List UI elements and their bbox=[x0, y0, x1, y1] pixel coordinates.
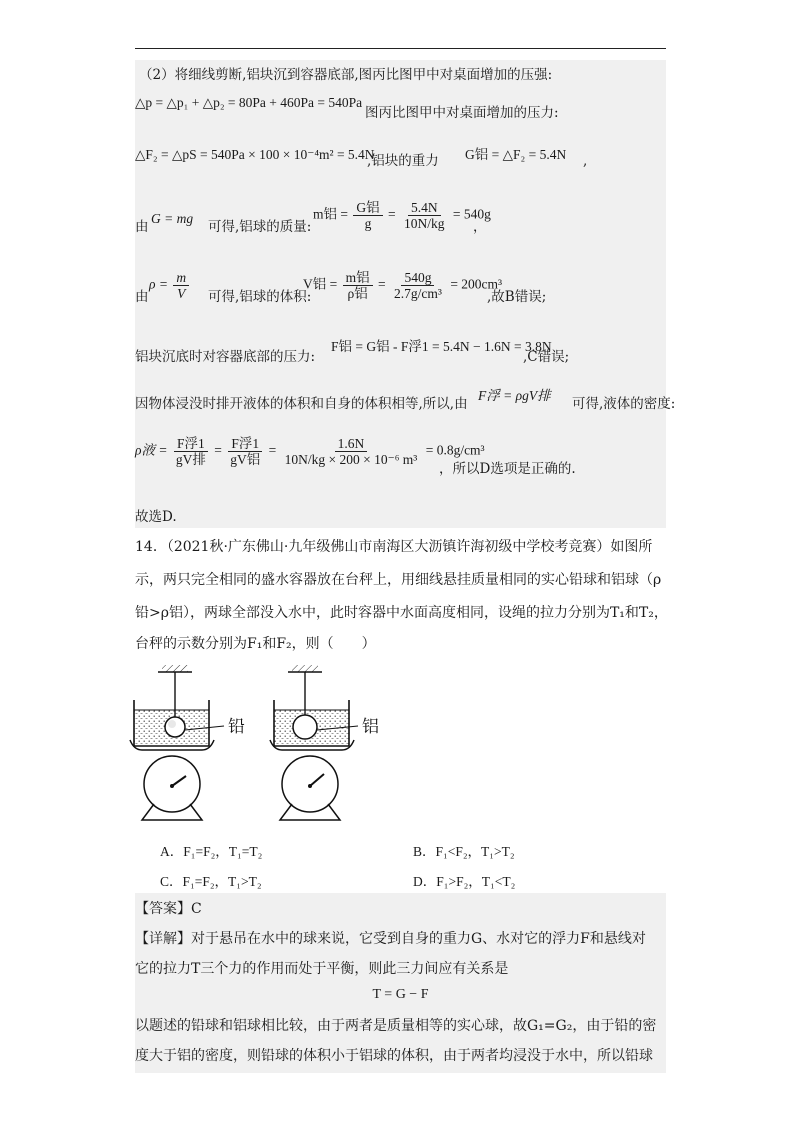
solution-line-7-formula: F浮 = ρgV排 bbox=[478, 388, 551, 403]
setup-aluminum bbox=[270, 665, 379, 820]
liquid-frac-2-num: F浮1 bbox=[228, 436, 262, 452]
solution-line-7-end: 可得,液体的密度: bbox=[572, 396, 676, 412]
mass-eq: = bbox=[388, 206, 396, 222]
lead-ball bbox=[165, 717, 185, 737]
liquid-frac-2 bbox=[227, 436, 263, 467]
mass-frac-2 bbox=[401, 200, 448, 231]
volume-result: = 200cm³ bbox=[450, 276, 503, 292]
solution-line-7-text: 因物体浸没时排开液体的体积和自身的体积相等,所以,由 bbox=[135, 396, 468, 412]
mass-frac-2-den: 10N/kg bbox=[404, 216, 445, 231]
mass-result: = 540g bbox=[452, 206, 491, 222]
detail-line-1: 【详解】对于悬吊在水中的球来说，它受到自身的重力G、水对它的浮力F和悬线对 bbox=[135, 931, 646, 947]
mass-frac-1 bbox=[353, 200, 382, 231]
liquid-eq-2: = bbox=[268, 442, 277, 458]
volume-frac-2-den: 2.7g/cm³ bbox=[394, 286, 442, 301]
solution-line-5-you: 由 bbox=[135, 289, 149, 305]
liquid-frac-3 bbox=[282, 436, 421, 467]
liquid-eq-1: = bbox=[214, 442, 222, 458]
option-c[interactable]: C．F₁=F₂，T₁>T₂ bbox=[160, 874, 262, 889]
solution-line-5-text: 可得,铝球的体积: bbox=[208, 289, 312, 305]
ceiling-mount-right bbox=[292, 665, 318, 672]
solution-line-5-volume bbox=[303, 270, 502, 301]
liquid-frac-1 bbox=[173, 436, 209, 467]
mass-frac-1-num: G铝 bbox=[353, 200, 382, 216]
solution-line-4-text: 可得,铝球的质量: bbox=[208, 219, 312, 235]
liquid-frac-3-num: 1.6N bbox=[335, 436, 368, 452]
header-rule bbox=[135, 48, 666, 49]
scale-pivot-left bbox=[170, 784, 174, 788]
solution-line-2-text: 图丙比图甲中对桌面增加的压力: bbox=[365, 105, 559, 121]
solution-line-5-end: ,故B错误; bbox=[487, 289, 547, 305]
liquid-frac-1-den: gV排 bbox=[175, 452, 206, 467]
liquid-result: = 0.8g/cm³ bbox=[425, 442, 485, 458]
volume-frac-2 bbox=[391, 270, 445, 301]
option-b[interactable]: B．F₁<F₂，T₁>T₂ bbox=[413, 844, 515, 859]
lead-ball-shine bbox=[168, 720, 176, 728]
liquid-frac-2-den: gV铝 bbox=[230, 452, 261, 467]
liquid-density-lhs: ρ液 = bbox=[135, 442, 168, 458]
detail-formula: T = G − F bbox=[372, 987, 429, 1002]
question-line-2: 示，两只完全相同的盛水容器放在台秤上，用细线悬挂质量相同的实心铅球和铝球（ρ bbox=[135, 572, 662, 588]
option-d[interactable]: D．F₁>F₂，T₁<T₂ bbox=[413, 874, 516, 889]
lead-label: 铅 bbox=[228, 717, 245, 737]
solution-line-4-end: ， bbox=[473, 219, 487, 235]
question-diagram bbox=[128, 660, 408, 830]
solution-line-6-formula: F铝 = G铝 - F浮1 = 5.4N − 1.6N = 3.8N bbox=[331, 339, 552, 354]
detail-line-4: 度大于铝的密度，则铅球的体积小于铝球的体积，由于两者均浸没于水中，所以铅球 bbox=[135, 1048, 653, 1064]
detail-line-3: 以题述的铅球和铝球相比较，由于两者是质量相等的实心球，故G₁=G₂，由于铅的密 bbox=[135, 1018, 657, 1034]
solution-line-8-formula bbox=[135, 436, 485, 467]
ceiling-mount-left bbox=[162, 665, 188, 672]
solution-line-3-text: ,铝块的重力 bbox=[367, 153, 439, 169]
liquid-frac-3-den: 10N/kg × 200 × 10⁻⁶ m³ bbox=[284, 452, 418, 467]
detail-line-2: 它的拉力T三个力的作用而处于平衡，则此三力间应有关系是 bbox=[135, 961, 509, 977]
solution-line-6-end: ,C错误; bbox=[523, 349, 570, 365]
solution-line-4-you: 由 bbox=[135, 219, 149, 235]
mass-lhs: m铝 = bbox=[313, 206, 348, 222]
mass-frac-2-num: 5.4N bbox=[408, 200, 441, 216]
question-line-4: 台秤的示数分别为F₁和F₂，则（ ） bbox=[135, 636, 376, 652]
solution-line-9: 故选D. bbox=[135, 509, 177, 525]
question-line-3: 铅>ρ铝），两球全部没入水中，此时容器中水面高度相同，设绳的拉力分别为T₁和T₂， bbox=[135, 605, 668, 621]
scale-pivot-right bbox=[308, 784, 312, 788]
mass-frac-1-den: g bbox=[364, 216, 372, 231]
volume-frac-1-num: m铝 bbox=[343, 270, 373, 286]
volume-eq: = bbox=[378, 276, 386, 292]
answer-label: 【答案】C bbox=[135, 901, 202, 917]
solution-line-4-mass bbox=[313, 200, 491, 231]
volume-frac-1-den: ρ铝 bbox=[347, 286, 368, 301]
solution-line-3-comma: , bbox=[583, 153, 588, 169]
question-line-1: 14．（2021秋·广东佛山·九年级佛山市南海区大沥镇许海初级中学校考竞赛）如图所 bbox=[135, 539, 653, 555]
aluminum-ball bbox=[293, 715, 317, 739]
density-frac-den: V bbox=[177, 286, 186, 301]
solution-line-5-density bbox=[149, 270, 191, 301]
volume-frac-2-num: 540g bbox=[401, 270, 434, 286]
density-lhs: ρ = bbox=[149, 276, 168, 292]
option-a[interactable]: A．F₁=F₂，T₁=T₂ bbox=[160, 844, 263, 859]
solution-line-4-gmg: G = mg bbox=[151, 211, 194, 226]
density-frac bbox=[173, 270, 189, 301]
setup-lead bbox=[130, 665, 245, 820]
aluminum-label: 铝 bbox=[362, 717, 379, 737]
density-frac-num: m bbox=[173, 270, 189, 286]
solution-block bbox=[135, 60, 676, 528]
solution-line-6-text: 铝块沉底时对容器底部的压力: bbox=[135, 349, 316, 365]
volume-frac-1 bbox=[343, 270, 373, 301]
solution-line-8-end: ，所以D选项是正确的. bbox=[439, 461, 576, 477]
volume-lhs: V铝 = bbox=[303, 276, 338, 292]
solution-line-2-formula: △p = △p₁ + △p₂ = 80Pa + 460Pa = 540Pa bbox=[135, 95, 363, 110]
solution-line-1: （2）将细线剪断,铝块沉到容器底部,图丙比图甲中对桌面增加的压强: bbox=[139, 67, 553, 83]
liquid-frac-1-num: F浮1 bbox=[174, 436, 208, 452]
solution-line-3-formula: △F₂ = △pS = 540Pa × 100 × 10⁻⁴m² = 5.4N bbox=[135, 147, 375, 162]
solution-line-3-gravity: G铝 = △F₂ = 5.4N bbox=[465, 147, 567, 162]
